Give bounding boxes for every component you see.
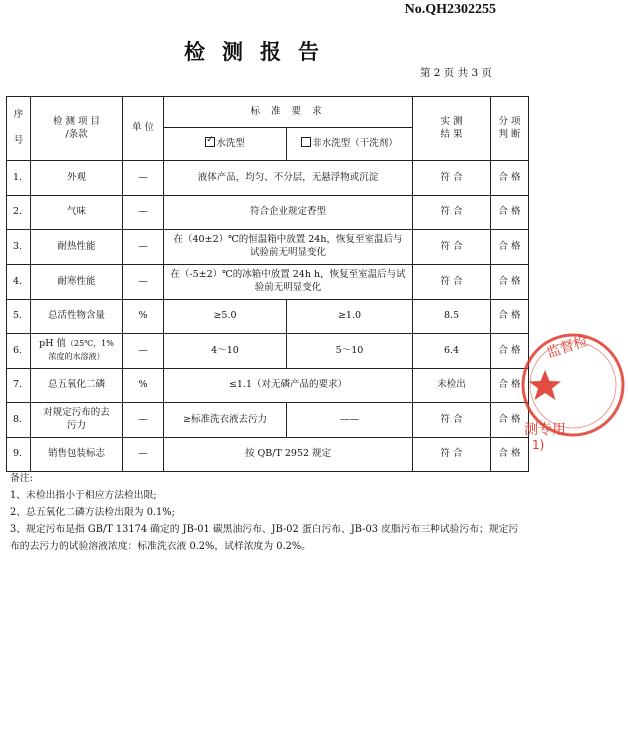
table-row: 1. 外观 — 液体产品，均匀、不分层，无悬浮物或沉淀 符 合 合 格 bbox=[7, 161, 529, 196]
svg-text:测专用: 测专用 bbox=[524, 422, 566, 438]
remarks bbox=[10, 470, 522, 555]
header-judgement: 分 项 判 断 bbox=[491, 97, 529, 161]
header-no: 序 号 bbox=[7, 97, 31, 161]
table-row: 6. pH 值（25℃，1% 浓度的水溶液） — 4～10 5～10 6.4 合 格 bbox=[7, 334, 529, 369]
header-result: 实 测 结 果 bbox=[413, 97, 491, 161]
remarks-heading: 备注: bbox=[10, 473, 33, 484]
svg-text:1): 1) bbox=[532, 438, 545, 452]
report-title: 检测报告 bbox=[184, 39, 336, 64]
header-type-nonwater: 非水洗型（干洗剂） bbox=[287, 128, 413, 161]
page-info: 第 2 页 共 3 页 bbox=[419, 67, 492, 79]
remark-line: 3、规定污布是指 GB/T 13174 确定的 JB-01 碳黑油污布、JB-02 蛋白污布、JB-03 皮脂污布三种试验污布；规定污布的去污力的试验溶液浓度：标准洗衣液 0.2%，试样浓度为 0.2%。 bbox=[10, 524, 519, 552]
header-row bbox=[7, 97, 529, 128]
table-row: 3. 耐热性能 — 在（40±2）℃的恒温箱中放置 24h，恢复至室温后与 试验前无明显变化 符 合 合 格 bbox=[7, 230, 529, 265]
unchecked-box-icon bbox=[301, 137, 311, 147]
checked-box-icon bbox=[205, 137, 215, 147]
header-standard: 标 准 要 求 bbox=[164, 97, 413, 128]
svg-text:监督检: 监督检 bbox=[544, 333, 590, 362]
remark-line: 2、总五氧化二磷方法检出限为 0.1%; bbox=[10, 507, 175, 518]
table-row: 5. 总活性物含量 % ≥5.0 ≥1.0 8.5 合 格 bbox=[7, 300, 529, 334]
header-unit: 单 位 bbox=[123, 97, 164, 161]
table-row: 8. 对规定污布的去 污力 — ≥标准洗衣液去污力 —— 符 合 合 格 bbox=[7, 403, 529, 438]
remark-line: 1、未检出指小于相应方法检出限; bbox=[10, 490, 157, 501]
table-row: 2. 气味 — 符合企业规定香型 符 合 合 格 bbox=[7, 196, 529, 230]
header-item: 检 测 项 目 /条款 bbox=[31, 97, 123, 161]
table-row: 4. 耐寒性能 — 在（-5±2）℃的冰箱中放置 24h h，恢复至室温后与试 验前无明显变化 符 合 合 格 bbox=[7, 265, 529, 300]
report-number: No.QH2302255 bbox=[404, 2, 496, 17]
table-row: 7. 总五氧化二磷 % ≤1.1（对无磷产品的要求） 未检出 合 格 bbox=[7, 369, 529, 403]
official-seal-stamp bbox=[518, 330, 628, 452]
header-type-water: ✓水洗型 bbox=[164, 128, 287, 161]
test-results-table bbox=[6, 96, 529, 472]
table-row: 9. 销售包装标志 — 按 QB/T 2952 规定 符 合 合 格 bbox=[7, 438, 529, 472]
